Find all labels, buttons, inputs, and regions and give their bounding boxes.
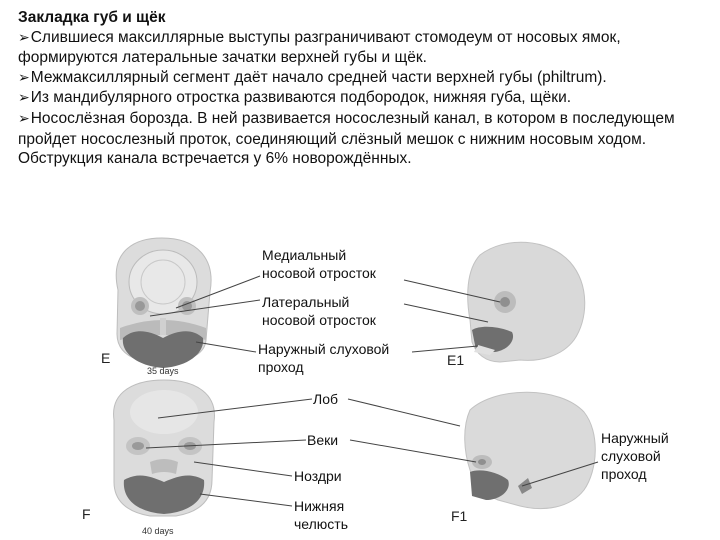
label-eyelids: Веки — [307, 432, 339, 448]
bullet-1: ➢Слившиеся максиллярные выступы разграничивают стомодеум от носовых ямок, формируются латеральные зачатки верхней губы и щёк. — [18, 28, 621, 67]
panel-letter-f1: F1 — [451, 508, 468, 524]
arrow-bullet-icon: ➢ — [18, 29, 30, 46]
label-ext-auditory-right: Наружный слуховой проход — [601, 429, 683, 483]
label-ext-auditory-top: Наружный слуховой проход — [258, 340, 410, 376]
arrow-bullet-icon: ➢ — [18, 69, 30, 86]
age-label-bottom: 40 days — [142, 526, 174, 536]
bullet-3: ➢Из мандибулярного отростка развиваются подбородок, нижняя губа, щёки. — [18, 89, 572, 107]
lateral-view-40-days — [465, 392, 596, 508]
panel-letter-f: F — [82, 506, 91, 522]
frontal-view-35-days — [116, 238, 211, 368]
arrow-bullet-icon: ➢ — [18, 90, 30, 107]
lateral-view-35-days — [468, 242, 585, 362]
label-forehead: Лоб — [313, 391, 338, 407]
bullet-2: ➢Межмаксиллярный сегмент даёт начало средней части верхней губы (philtrum). — [18, 68, 607, 86]
age-label-top: 35 days — [147, 366, 179, 376]
label-lateral-nasal: Латеральный носовой отросток — [262, 293, 402, 329]
panel-letter-e1: E1 — [447, 352, 465, 368]
bullet-4: ➢Носослёзная борозда. В ней развивается носослезный канал, в котором в последующем пройдет носослезный проток, соединяющий слёзный мешок с нижним носовым ходом. Обструкция канала встречается у 6% новорождённых. — [18, 109, 675, 168]
label-medial-nasal: Медиальный носовой отросток — [262, 246, 402, 282]
frontal-view-40-days — [114, 380, 215, 516]
panel-letter-e: E — [101, 350, 111, 366]
slide-title: Закладка губ и щёк — [18, 9, 166, 26]
label-nostrils: Ноздри — [294, 468, 342, 484]
arrow-bullet-icon: ➢ — [18, 110, 30, 127]
label-lower-jaw: Нижняя челюсть — [294, 497, 366, 533]
